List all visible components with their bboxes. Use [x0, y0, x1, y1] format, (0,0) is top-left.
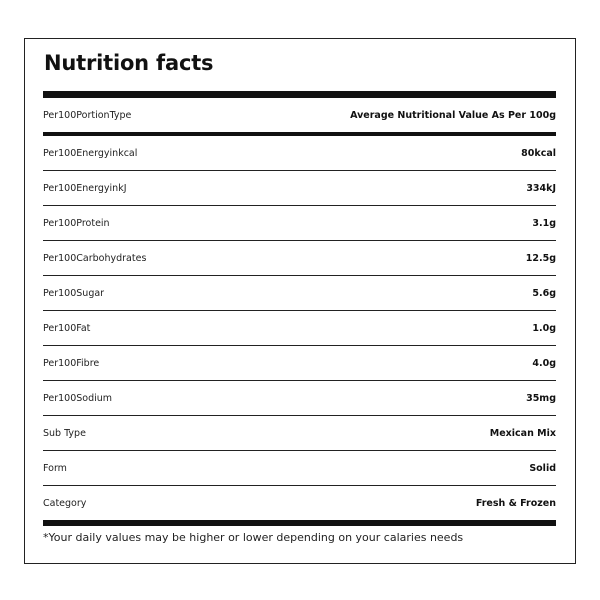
table-row-sugar [43, 276, 556, 311]
row-value: 80kcal [521, 147, 556, 159]
row-label: Per100Fat [43, 322, 91, 334]
table-row-sub-type [43, 416, 556, 451]
table-row-energy-kcal [43, 136, 556, 171]
table-row-fibre [43, 346, 556, 381]
row-value: Average Nutritional Value As Per 100g [350, 109, 556, 121]
table-row-category [43, 486, 556, 521]
row-label: Form [43, 462, 67, 474]
row-value: 5.6g [532, 287, 556, 299]
row-label: Per100Protein [43, 217, 110, 229]
table-row-carbohydrates [43, 241, 556, 276]
table-row-energy-kj [43, 171, 556, 206]
nutrition-facts-panel [24, 38, 576, 564]
row-value: 4.0g [532, 357, 556, 369]
table-row-form [43, 451, 556, 486]
row-value: Fresh & Frozen [475, 498, 556, 509]
row-label: Per100Fibre [43, 357, 100, 369]
table-row-protein [43, 206, 556, 241]
row-value: 35mg [526, 392, 556, 404]
top-divider-bar [43, 91, 556, 98]
table-row-portion-type [43, 98, 556, 136]
row-label: Per100Energyinkcal [43, 147, 138, 159]
row-label: Per100EnergyinkJ [43, 182, 127, 194]
table-row-fat [43, 311, 556, 346]
table-row-sodium [43, 381, 556, 416]
row-value: Mexican Mix [489, 427, 556, 439]
footnote: *Your daily values may be higher or lower depending on your calaries needs [43, 531, 464, 544]
row-value: Solid [529, 462, 556, 474]
row-label: Per100Carbohydrates [43, 252, 147, 264]
row-label: Per100PortionType [43, 109, 132, 121]
nutrition-table [43, 98, 556, 521]
row-label: Category [43, 498, 87, 509]
row-label: Sub Type [43, 427, 86, 439]
row-value: 3.1g [532, 217, 556, 229]
row-value: 1.0g [532, 322, 556, 334]
row-label: Per100Sodium [43, 392, 113, 404]
bottom-divider-bar [43, 520, 556, 526]
row-value: 334kJ [526, 182, 556, 194]
row-value: 12.5g [525, 252, 556, 264]
row-label: Per100Sugar [43, 287, 105, 299]
page-title: Nutrition facts [44, 51, 214, 75]
